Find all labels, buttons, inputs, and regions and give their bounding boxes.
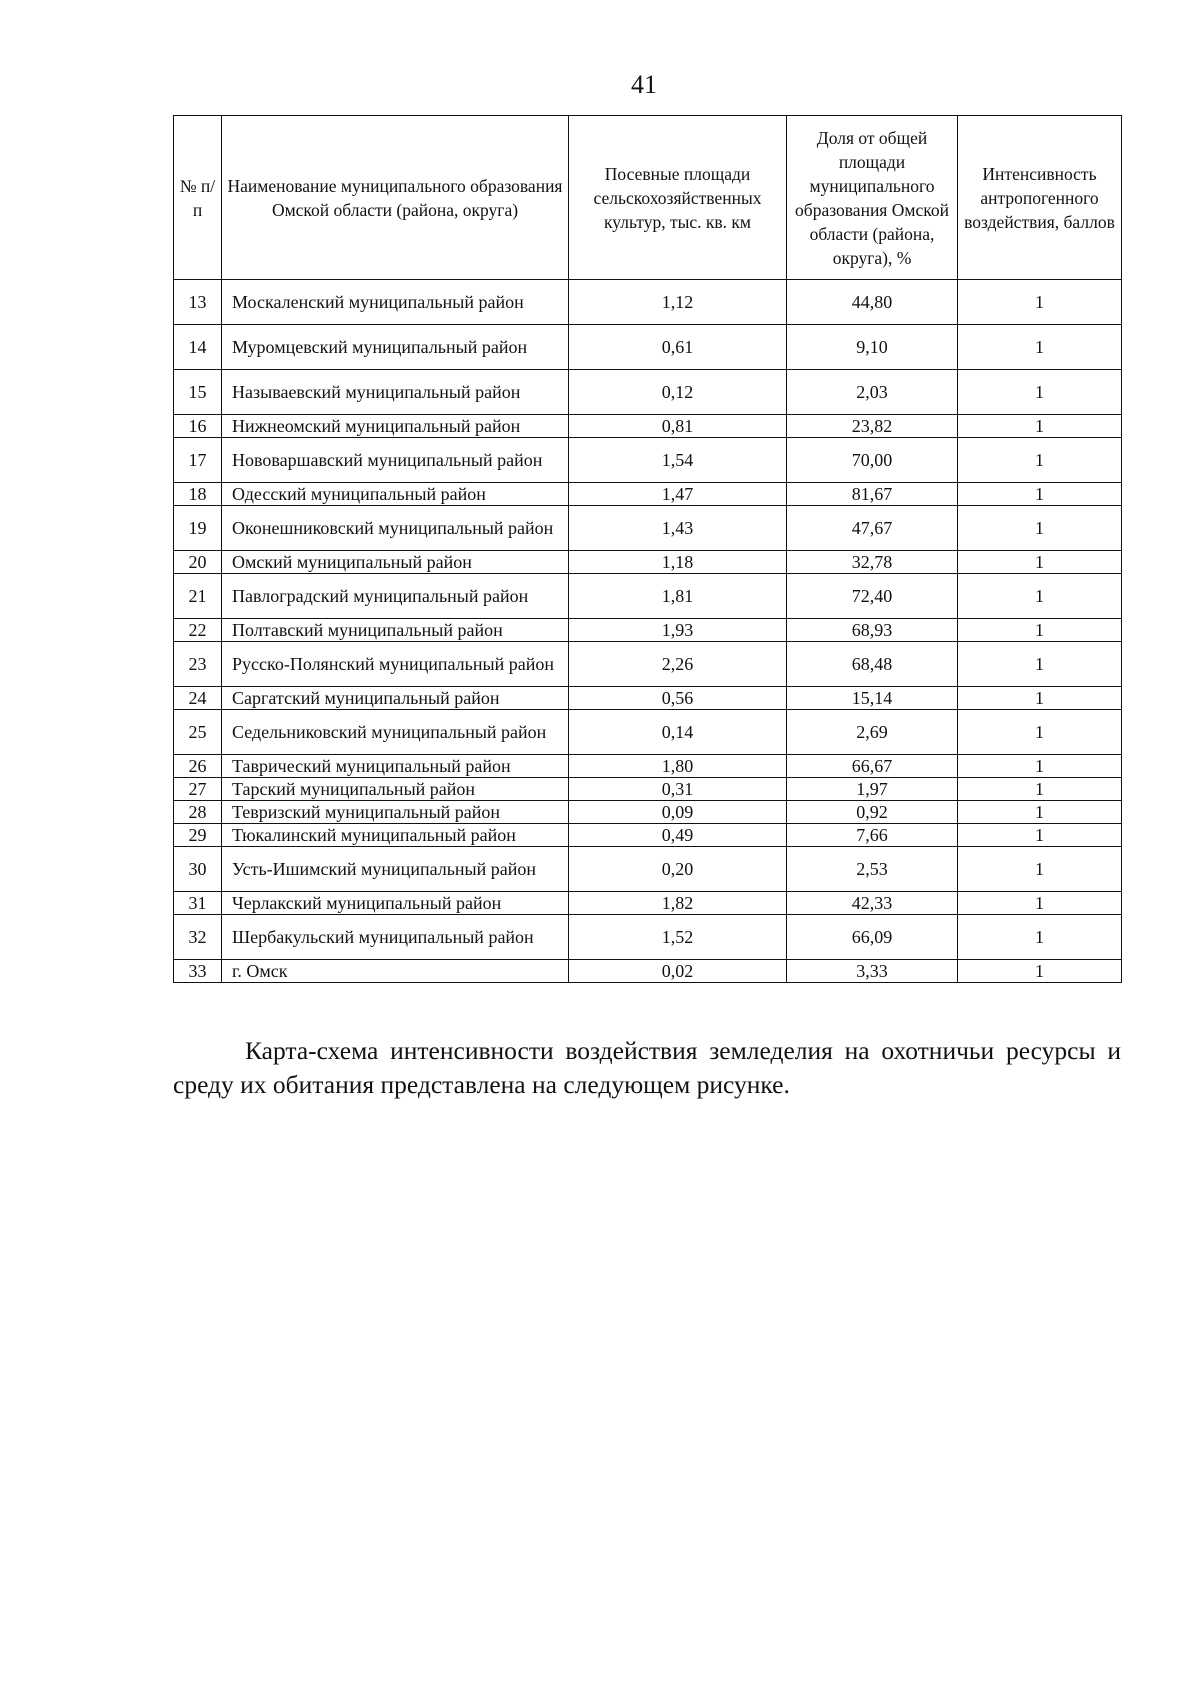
cell-score: 1 bbox=[958, 551, 1122, 574]
page-number: 41 bbox=[631, 70, 657, 99]
table-row bbox=[174, 438, 1122, 483]
table-row bbox=[174, 370, 1122, 415]
cell-number: 18 bbox=[174, 483, 222, 506]
cell-score: 1 bbox=[958, 619, 1122, 642]
cell-share: 2,53 bbox=[787, 847, 958, 892]
cell-area: 1,81 bbox=[569, 574, 787, 619]
body-paragraph: Карта-схема интенсивности воздействия земледелия на охотничьи ресурсы и среду их обитания представлена на следующем рисунке. bbox=[173, 1036, 1121, 1099]
table-row bbox=[174, 778, 1122, 801]
cell-number: 29 bbox=[174, 824, 222, 847]
cell-score: 1 bbox=[958, 824, 1122, 847]
cell-share: 72,40 bbox=[787, 574, 958, 619]
cell-name: Москаленский муниципальный район bbox=[222, 280, 569, 325]
cell-number: 17 bbox=[174, 438, 222, 483]
cell-score: 1 bbox=[958, 801, 1122, 824]
cell-number: 22 bbox=[174, 619, 222, 642]
cell-name: Тевризский муниципальный район bbox=[222, 801, 569, 824]
header-name: Наименование муниципального образования Омской области (района, округа) bbox=[222, 116, 569, 280]
table-header-row bbox=[174, 116, 1122, 280]
cell-number: 19 bbox=[174, 506, 222, 551]
cell-number: 33 bbox=[174, 960, 222, 983]
cell-score: 1 bbox=[958, 280, 1122, 325]
table-row bbox=[174, 642, 1122, 687]
cell-number: 23 bbox=[174, 642, 222, 687]
table-row bbox=[174, 619, 1122, 642]
table-row bbox=[174, 960, 1122, 983]
cell-share: 9,10 bbox=[787, 325, 958, 370]
cell-number: 24 bbox=[174, 687, 222, 710]
cell-number: 27 bbox=[174, 778, 222, 801]
table-row bbox=[174, 824, 1122, 847]
cell-area: 1,52 bbox=[569, 915, 787, 960]
cell-area: 0,12 bbox=[569, 370, 787, 415]
cell-score: 1 bbox=[958, 438, 1122, 483]
cell-name: Называевский муниципальный район bbox=[222, 370, 569, 415]
cell-score: 1 bbox=[958, 415, 1122, 438]
cell-area: 0,20 bbox=[569, 847, 787, 892]
cell-score: 1 bbox=[958, 892, 1122, 915]
table-row bbox=[174, 280, 1122, 325]
cell-number: 28 bbox=[174, 801, 222, 824]
cell-name: Таврический муниципальный район bbox=[222, 755, 569, 778]
header-area: Посевные площади сельскохозяйственных культур, тыс. кв. км bbox=[569, 116, 787, 280]
cell-name: Полтавский муниципальный район bbox=[222, 619, 569, 642]
cell-number: 15 bbox=[174, 370, 222, 415]
cell-score: 1 bbox=[958, 325, 1122, 370]
cell-area: 1,12 bbox=[569, 280, 787, 325]
cell-score: 1 bbox=[958, 574, 1122, 619]
cell-area: 1,93 bbox=[569, 619, 787, 642]
cell-name: Тарский муниципальный район bbox=[222, 778, 569, 801]
cell-number: 16 bbox=[174, 415, 222, 438]
cell-area: 0,09 bbox=[569, 801, 787, 824]
cell-number: 32 bbox=[174, 915, 222, 960]
table-row bbox=[174, 892, 1122, 915]
cell-score: 1 bbox=[958, 710, 1122, 755]
table-row bbox=[174, 915, 1122, 960]
table-row bbox=[174, 687, 1122, 710]
cell-number: 30 bbox=[174, 847, 222, 892]
cell-share: 1,97 bbox=[787, 778, 958, 801]
cell-area: 0,61 bbox=[569, 325, 787, 370]
cell-area: 0,31 bbox=[569, 778, 787, 801]
cell-area: 0,81 bbox=[569, 415, 787, 438]
cell-name: Русско-Полянский муниципальный район bbox=[222, 642, 569, 687]
cell-area: 0,14 bbox=[569, 710, 787, 755]
cell-share: 7,66 bbox=[787, 824, 958, 847]
table-row bbox=[174, 755, 1122, 778]
cell-area: 1,82 bbox=[569, 892, 787, 915]
cell-share: 15,14 bbox=[787, 687, 958, 710]
table-row bbox=[174, 506, 1122, 551]
cell-share: 66,67 bbox=[787, 755, 958, 778]
cell-number: 31 bbox=[174, 892, 222, 915]
cell-name: Омский муниципальный район bbox=[222, 551, 569, 574]
cell-name: Оконешниковский муниципальный район bbox=[222, 506, 569, 551]
cell-number: 13 bbox=[174, 280, 222, 325]
table-row bbox=[174, 325, 1122, 370]
table-row bbox=[174, 415, 1122, 438]
table-row bbox=[174, 574, 1122, 619]
cell-area: 1,18 bbox=[569, 551, 787, 574]
cell-area: 1,80 bbox=[569, 755, 787, 778]
cell-score: 1 bbox=[958, 755, 1122, 778]
table-row bbox=[174, 483, 1122, 506]
cell-score: 1 bbox=[958, 915, 1122, 960]
cell-area: 1,54 bbox=[569, 438, 787, 483]
cell-share: 23,82 bbox=[787, 415, 958, 438]
cell-number: 20 bbox=[174, 551, 222, 574]
cell-share: 2,03 bbox=[787, 370, 958, 415]
cell-name: Павлоградский муниципальный район bbox=[222, 574, 569, 619]
cell-area: 0,56 bbox=[569, 687, 787, 710]
cell-name: Одесский муниципальный район bbox=[222, 483, 569, 506]
table-row bbox=[174, 551, 1122, 574]
cell-number: 25 bbox=[174, 710, 222, 755]
cell-score: 1 bbox=[958, 847, 1122, 892]
cell-share: 47,67 bbox=[787, 506, 958, 551]
cell-name: Седельниковский муниципальный район bbox=[222, 710, 569, 755]
cell-area: 0,49 bbox=[569, 824, 787, 847]
table-row bbox=[174, 847, 1122, 892]
cell-area: 0,02 bbox=[569, 960, 787, 983]
cell-share: 68,93 bbox=[787, 619, 958, 642]
cell-name: г. Омск bbox=[222, 960, 569, 983]
cell-score: 1 bbox=[958, 960, 1122, 983]
cell-share: 3,33 bbox=[787, 960, 958, 983]
cell-area: 1,43 bbox=[569, 506, 787, 551]
cell-score: 1 bbox=[958, 642, 1122, 687]
cell-name: Нововаршавский муниципальный район bbox=[222, 438, 569, 483]
table-body bbox=[174, 280, 1122, 983]
cell-area: 2,26 bbox=[569, 642, 787, 687]
cell-share: 42,33 bbox=[787, 892, 958, 915]
cell-share: 44,80 bbox=[787, 280, 958, 325]
cell-name: Усть-Ишимский муниципальный район bbox=[222, 847, 569, 892]
agriculture-intensity-table bbox=[173, 115, 1122, 983]
cell-share: 66,09 bbox=[787, 915, 958, 960]
cell-share: 2,69 bbox=[787, 710, 958, 755]
cell-score: 1 bbox=[958, 370, 1122, 415]
cell-share: 70,00 bbox=[787, 438, 958, 483]
cell-score: 1 bbox=[958, 687, 1122, 710]
cell-name: Нижнеомский муниципальный район bbox=[222, 415, 569, 438]
cell-name: Шербакульский муниципальный район bbox=[222, 915, 569, 960]
cell-score: 1 bbox=[958, 506, 1122, 551]
cell-share: 68,48 bbox=[787, 642, 958, 687]
header-number: № п/п bbox=[174, 116, 222, 280]
cell-name: Черлакский муниципальный район bbox=[222, 892, 569, 915]
header-share: Доля от общей площади муниципального образования Омской области (района, округа), % bbox=[787, 116, 958, 280]
cell-score: 1 bbox=[958, 778, 1122, 801]
cell-name: Муромцевский муниципальный район bbox=[222, 325, 569, 370]
cell-share: 0,92 bbox=[787, 801, 958, 824]
cell-share: 32,78 bbox=[787, 551, 958, 574]
cell-area: 1,47 bbox=[569, 483, 787, 506]
cell-number: 14 bbox=[174, 325, 222, 370]
cell-score: 1 bbox=[958, 483, 1122, 506]
cell-name: Тюкалинский муниципальный район bbox=[222, 824, 569, 847]
cell-name: Саргатский муниципальный район bbox=[222, 687, 569, 710]
table-row bbox=[174, 801, 1122, 824]
cell-number: 26 bbox=[174, 755, 222, 778]
cell-share: 81,67 bbox=[787, 483, 958, 506]
cell-number: 21 bbox=[174, 574, 222, 619]
table-row bbox=[174, 710, 1122, 755]
header-score: Интенсивность антропогенного воздействия, баллов bbox=[958, 116, 1122, 280]
